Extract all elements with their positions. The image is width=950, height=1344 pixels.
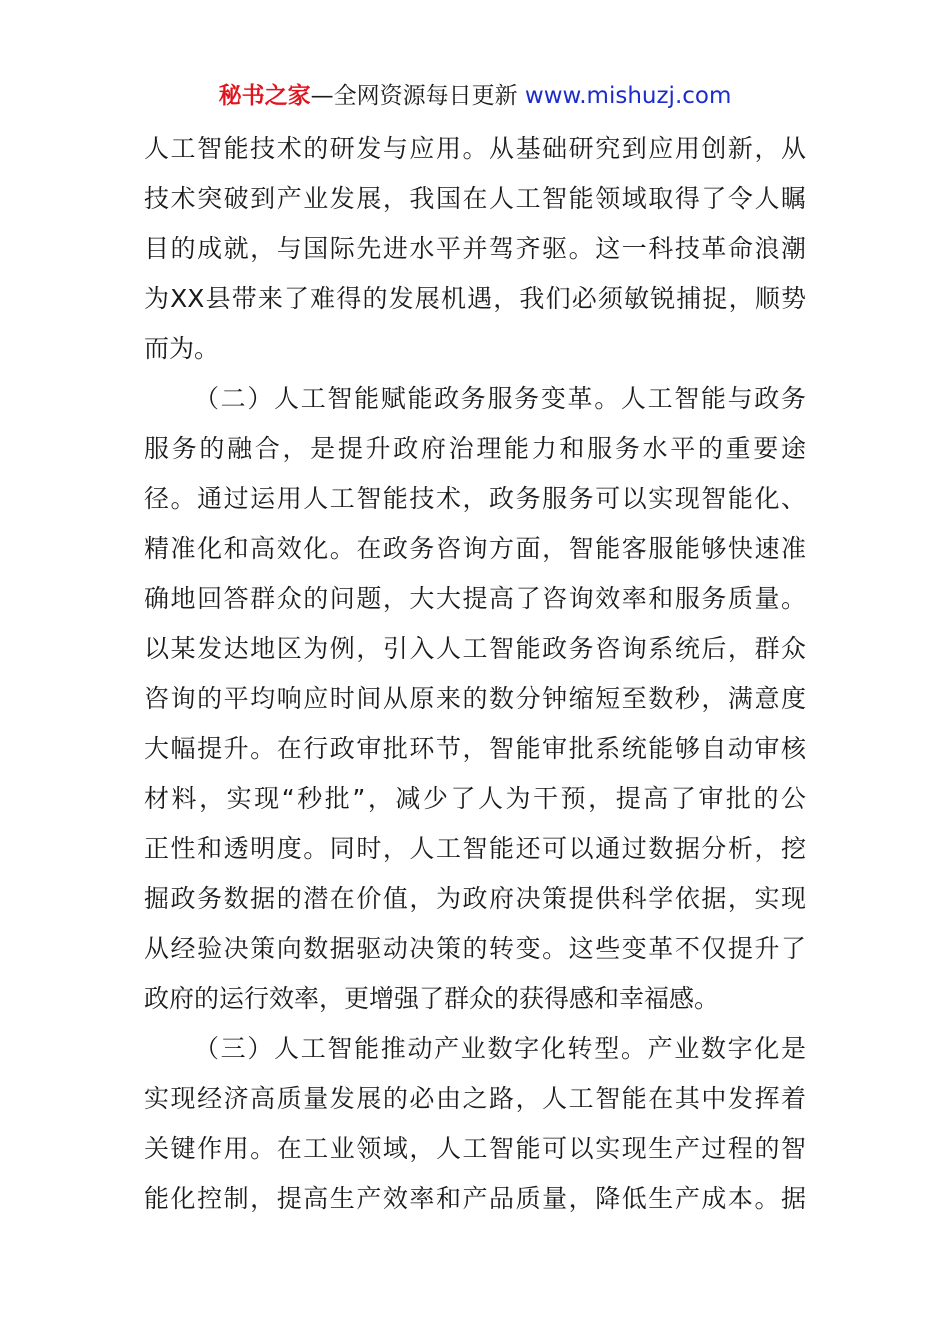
body-line: 能化控制，提高生产效率和产品质量，降低生产成本。据 — [144, 1184, 806, 1213]
body-line: 材料，实现“秒批”，减少了人为干预，提高了审批的公 — [144, 784, 806, 813]
body-line: 从经验决策向数据驱动决策的转变。这些变革不仅提升了 — [144, 934, 806, 963]
header-tagline: —全网资源每日更新 — [310, 83, 525, 109]
body-line: 目的成就，与国际先进水平并驾齐驱。这一科技革命浪潮 — [144, 234, 806, 263]
section-heading-line: （二）人工智能赋能政务服务变革。人工智能与政务 — [194, 384, 806, 413]
body-line: 径。通过运用人工智能技术，政务服务可以实现智能化、 — [144, 484, 806, 513]
document-body — [144, 124, 806, 1224]
body-line: 服务的融合，是提升政府治理能力和服务水平的重要途 — [144, 434, 806, 463]
body-line: 精准化和高效化。在政务咨询方面，智能客服能够快速准 — [144, 534, 806, 563]
body-line: 正性和透明度。同时，人工智能还可以通过数据分析，挖 — [144, 834, 806, 863]
body-line: 而为。 — [144, 334, 220, 363]
body-line: 政府的运行效率，更增强了群众的获得感和幸福感。 — [144, 984, 720, 1013]
body-line: 技术突破到产业发展，我国在人工智能领域取得了令人瞩 — [144, 184, 806, 213]
body-line: 大幅提升。在行政审批环节，智能审批系统能够自动审核 — [144, 734, 806, 763]
body-line: 关键作用。在工业领域，人工智能可以实现生产过程的智 — [144, 1134, 806, 1163]
body-line: 人工智能技术的研发与应用。从基础研究到应用创新，从 — [144, 134, 806, 163]
page-header — [0, 80, 950, 112]
body-line: 掘政务数据的潜在价值，为政府决策提供科学依据，实现 — [144, 884, 806, 913]
section-heading-line: （三）人工智能推动产业数字化转型。产业数字化是 — [194, 1034, 806, 1063]
header-site-url[interactable]: www.mishuzj.com — [524, 83, 732, 109]
body-line: 实现经济高质量发展的必由之路，人工智能在其中发挥着 — [144, 1084, 806, 1113]
body-line: 咨询的平均响应时间从原来的数分钟缩短至数秒，满意度 — [144, 684, 806, 713]
header-brand: 秘书之家 — [218, 83, 311, 109]
body-line: 以某发达地区为例，引入人工智能政务咨询系统后，群众 — [144, 634, 806, 663]
body-line: 为XX县带来了难得的发展机遇，我们必须敏锐捕捉，顺势 — [144, 284, 806, 313]
body-line: 确地回答群众的问题，大大提高了咨询效率和服务质量。 — [144, 584, 806, 613]
